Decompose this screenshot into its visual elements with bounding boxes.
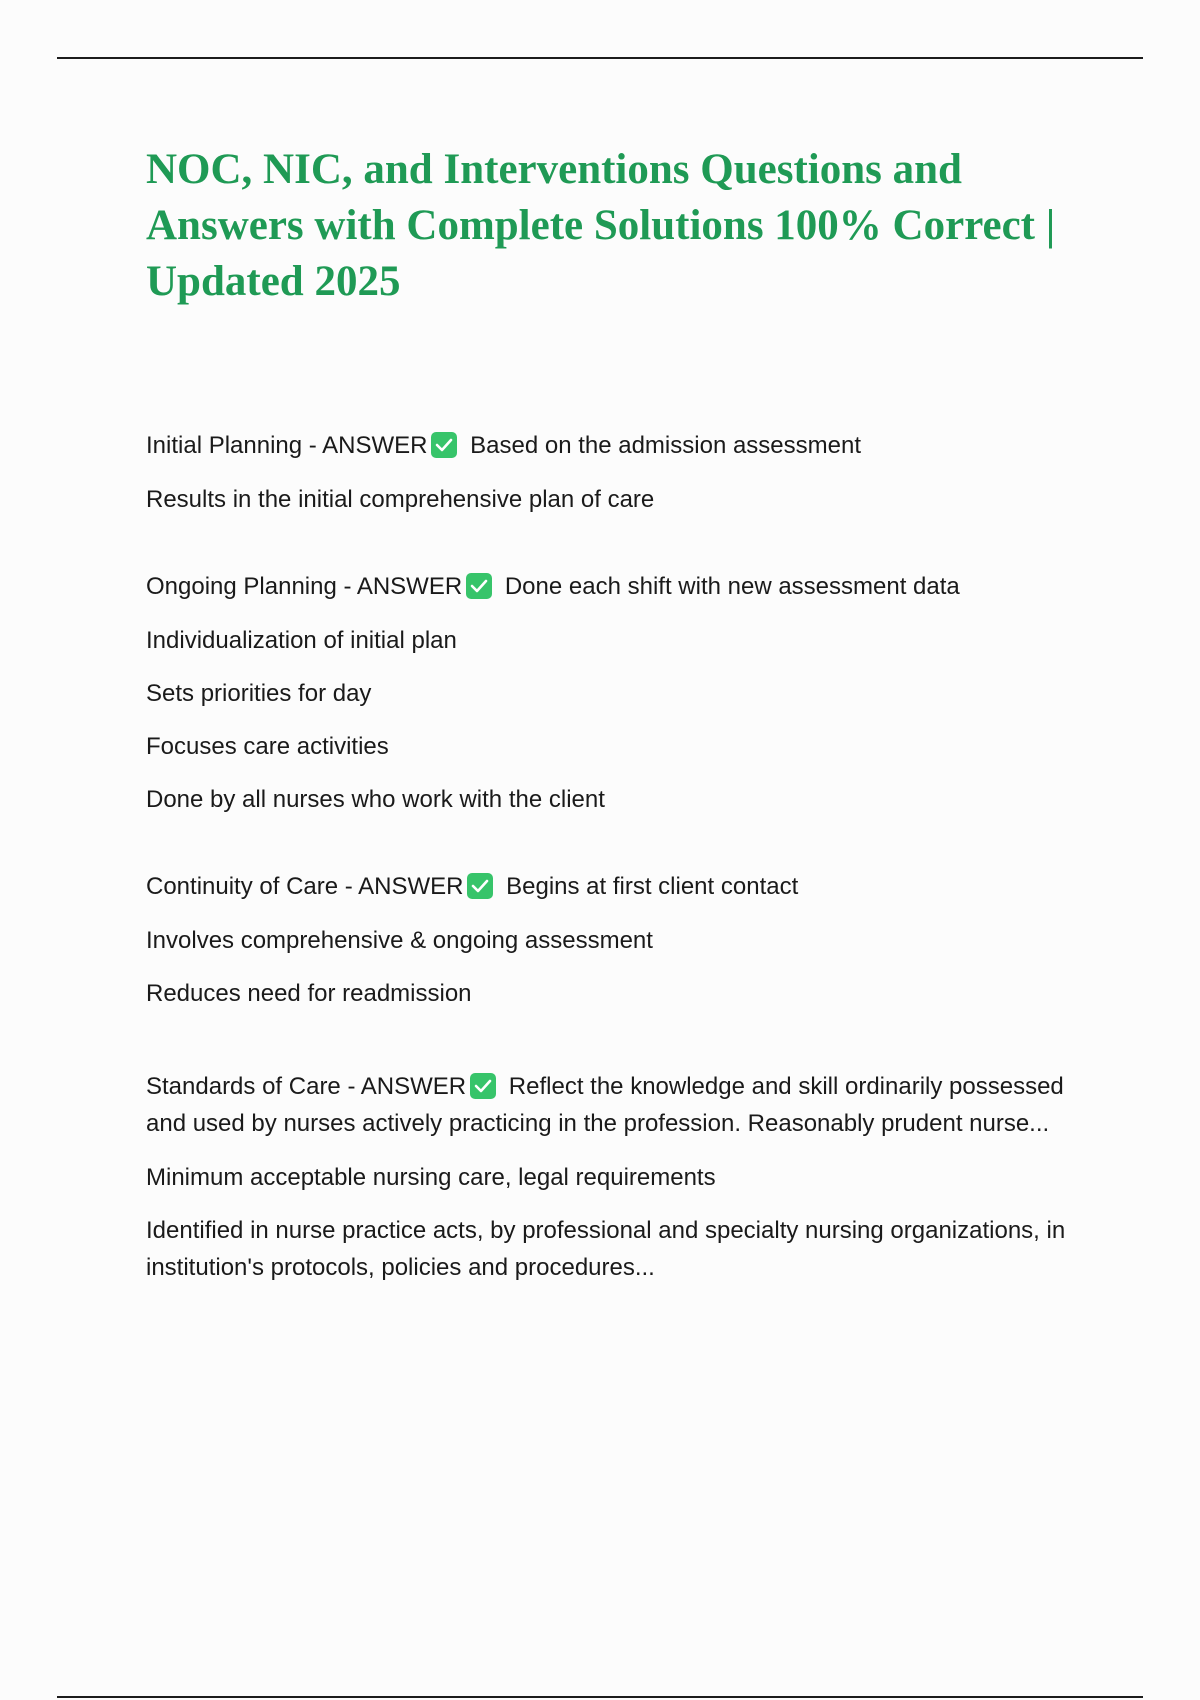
qa-detail: Sets priorities for day [146, 680, 372, 707]
check-box-icon [467, 873, 493, 899]
qa-term-line [146, 1068, 1066, 1142]
qa-term: Continuity of Care - ANSWER [146, 873, 464, 900]
qa-entry [146, 868, 1066, 1012]
top-divider [57, 57, 1143, 59]
qa-term: Ongoing Planning - ANSWER [146, 573, 463, 600]
bottom-divider [57, 1696, 1143, 1698]
qa-entry [146, 568, 1066, 818]
qa-entry [146, 1068, 1066, 1286]
qa-term-line [146, 427, 1066, 464]
qa-answer: Begins at first client contact [506, 873, 799, 900]
check-box-icon [431, 432, 457, 458]
qa-detail: Results in the initial comprehensive plan of care [146, 486, 655, 513]
qa-answer: Reflect the knowledge and skill ordinarily possessed and used by nurses actively practicing in the profession. Reasonably prudent nurse... [146, 1073, 1064, 1137]
check-box-icon [466, 573, 492, 599]
check-box-icon [470, 1073, 496, 1099]
qa-term: Initial Planning - ANSWER [146, 432, 428, 459]
qa-detail: Reduces need for readmission [146, 980, 472, 1007]
qa-detail: Focuses care activities [146, 733, 389, 760]
qa-term: Standards of Care - ANSWER [146, 1073, 467, 1100]
qa-detail: Individualization of initial plan [146, 627, 457, 654]
qa-term-line [146, 868, 1066, 905]
qa-detail: Identified in nurse practice acts, by professional and specialty nursing organizations, in institution's protocols, policies and procedures... [146, 1217, 1066, 1281]
qa-detail: Done by all nurses who work with the client [146, 786, 605, 813]
qa-detail: Minimum acceptable nursing care, legal requirements [146, 1164, 716, 1191]
qa-answer: Done each shift with new assessment data [504, 573, 960, 600]
document-title: NOC, NIC, and Interventions Questions and Answers with Complete Solutions 100% Correct | Updated 2025 [146, 146, 1056, 305]
qa-detail: Involves comprehensive & ongoing assessment [146, 927, 653, 954]
qa-term-line [146, 568, 1066, 605]
qa-entry [146, 427, 1066, 518]
qa-list [146, 427, 1066, 1336]
qa-answer: Based on the admission assessment [470, 432, 862, 459]
